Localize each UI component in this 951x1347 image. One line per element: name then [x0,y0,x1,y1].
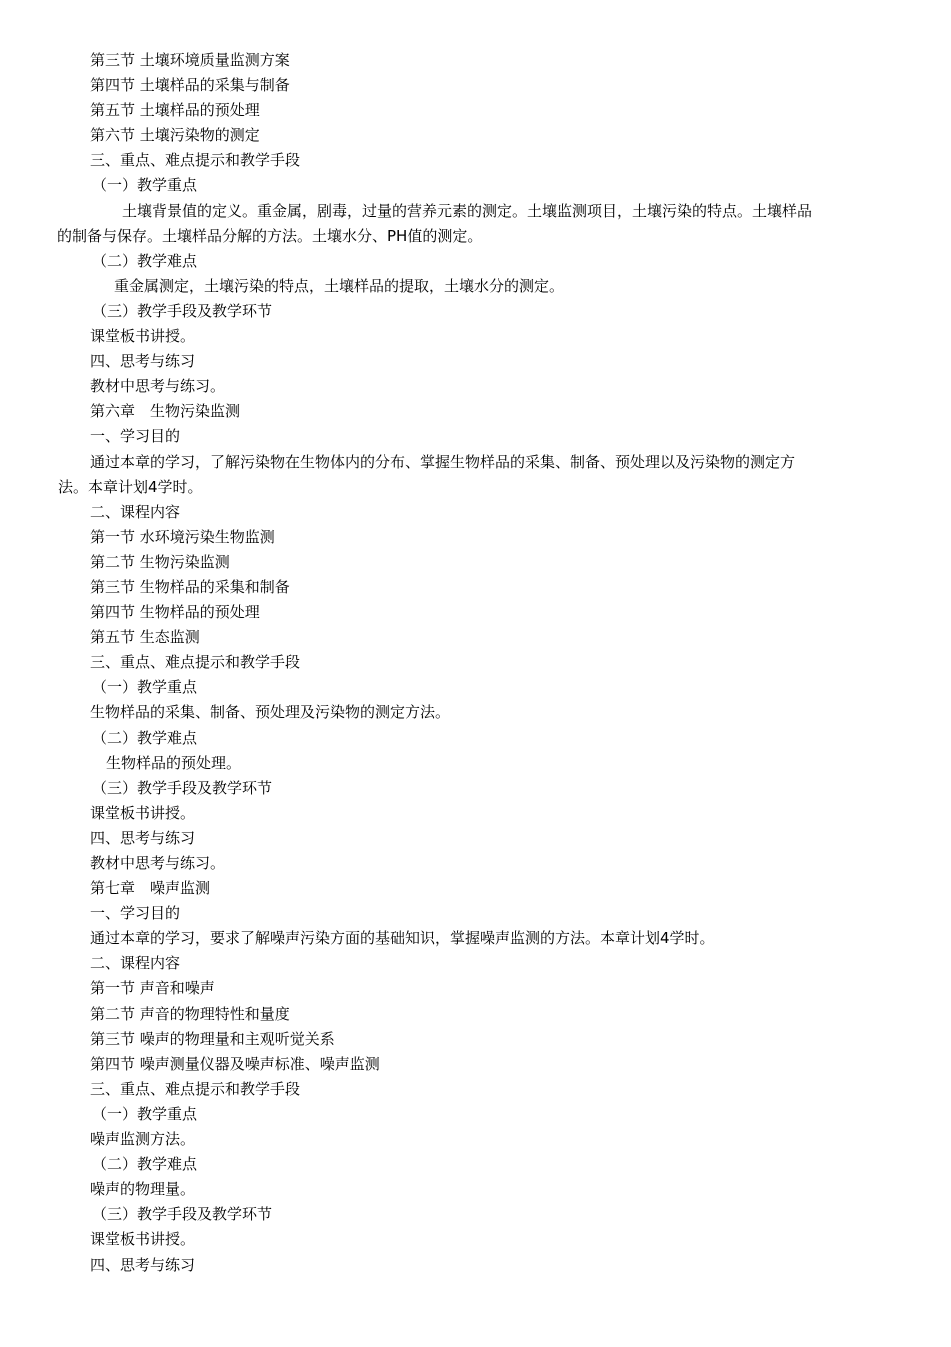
paragraph-continuation: 法。本章计划4学时。 [58,477,203,496]
section-heading: 第五节 土壤样品的预处理 [90,101,260,120]
sub-heading: （一）教学重点 [92,1104,198,1123]
part-heading: 三、重点、难点提示和教学手段 [90,151,301,170]
sub-heading: （三）教学手段及教学环节 [92,301,273,320]
paragraph-line: 噪声监测方法。 [90,1130,196,1149]
part-heading: 四、思考与练习 [90,1255,196,1274]
sub-heading: （一）教学重点 [92,678,198,697]
paragraph-line: 课堂板书讲授。 [90,803,196,822]
paragraph-line: 土壤背景值的定义。重金属，剧毒，过量的营养元素的测定。土壤监测项目，土壤污染的特点。土壤样品 [122,201,813,220]
paragraph-line: 课堂板书讲授。 [90,1230,196,1249]
chapter-heading: 第七章 噪声监测 [90,879,211,898]
paragraph-line: 通过本章的学习，了解污染物在生物体内的分布、掌握生物样品的采集、制备、预处理以及污染物的测定方 [90,452,796,471]
section-heading: 第一节 水环境污染生物监测 [90,527,275,546]
section-heading: 第四节 土壤样品的采集与制备 [90,76,290,95]
sub-heading: （三）教学手段及教学环节 [92,1205,273,1224]
sub-heading: （二）教学难点 [92,251,198,270]
part-heading: 四、思考与练习 [90,828,196,847]
paragraph-line: 噪声的物理量。 [90,1180,196,1199]
section-heading: 第三节 噪声的物理量和主观听觉关系 [90,1029,335,1048]
sub-heading: （二）教学难点 [92,1155,198,1174]
document-body [0,48,951,1278]
paragraph-line: 课堂板书讲授。 [90,327,196,346]
part-heading: 一、学习目的 [90,427,181,446]
paragraph-line: 通过本章的学习，要求了解噪声污染方面的基础知识，掌握噪声监测的方法。本章计划4学时。 [90,929,715,948]
section-heading: 第二节 生物污染监测 [90,552,230,571]
section-heading: 第五节 生态监测 [90,628,200,647]
paragraph-line: 生物样品的采集、制备、预处理及污染物的测定方法。 [90,703,451,722]
section-heading: 第一节 声音和噪声 [90,979,215,998]
section-heading: 第四节 噪声测量仪器及噪声标准、噪声监测 [90,1054,380,1073]
part-heading: 三、重点、难点提示和教学手段 [90,1079,301,1098]
section-heading: 第三节 土壤环境质量监测方案 [90,51,290,69]
section-heading: 第三节 生物样品的采集和制备 [90,577,290,596]
part-heading: 四、思考与练习 [90,352,196,371]
section-heading: 第六节 土壤污染物的测定 [90,126,260,145]
paragraph-line: 教材中思考与练习。 [90,377,226,396]
sub-heading: （三）教学手段及教学环节 [92,778,273,797]
part-heading: 二、课程内容 [90,954,181,973]
sub-heading: （一）教学重点 [92,176,198,195]
paragraph-line: 重金属测定，土壤污染的特点，土壤样品的提取，土壤水分的测定。 [114,276,565,295]
part-heading: 一、学习目的 [90,904,181,923]
sub-heading: （二）教学难点 [92,728,198,747]
paragraph-line: 教材中思考与练习。 [90,854,226,872]
part-heading: 二、课程内容 [90,502,181,521]
section-heading: 第二节 声音的物理特性和量度 [90,1004,290,1023]
part-heading: 三、重点、难点提示和教学手段 [90,653,301,672]
chapter-heading: 第六章 生物污染监测 [90,402,241,421]
paragraph-continuation: 的制备与保存。土壤样品分解的方法。土壤水分、PH值的测定。 [57,226,483,245]
paragraph-line: 生物样品的预处理。 [106,753,242,772]
section-heading: 第四节 生物样品的预处理 [90,603,260,622]
